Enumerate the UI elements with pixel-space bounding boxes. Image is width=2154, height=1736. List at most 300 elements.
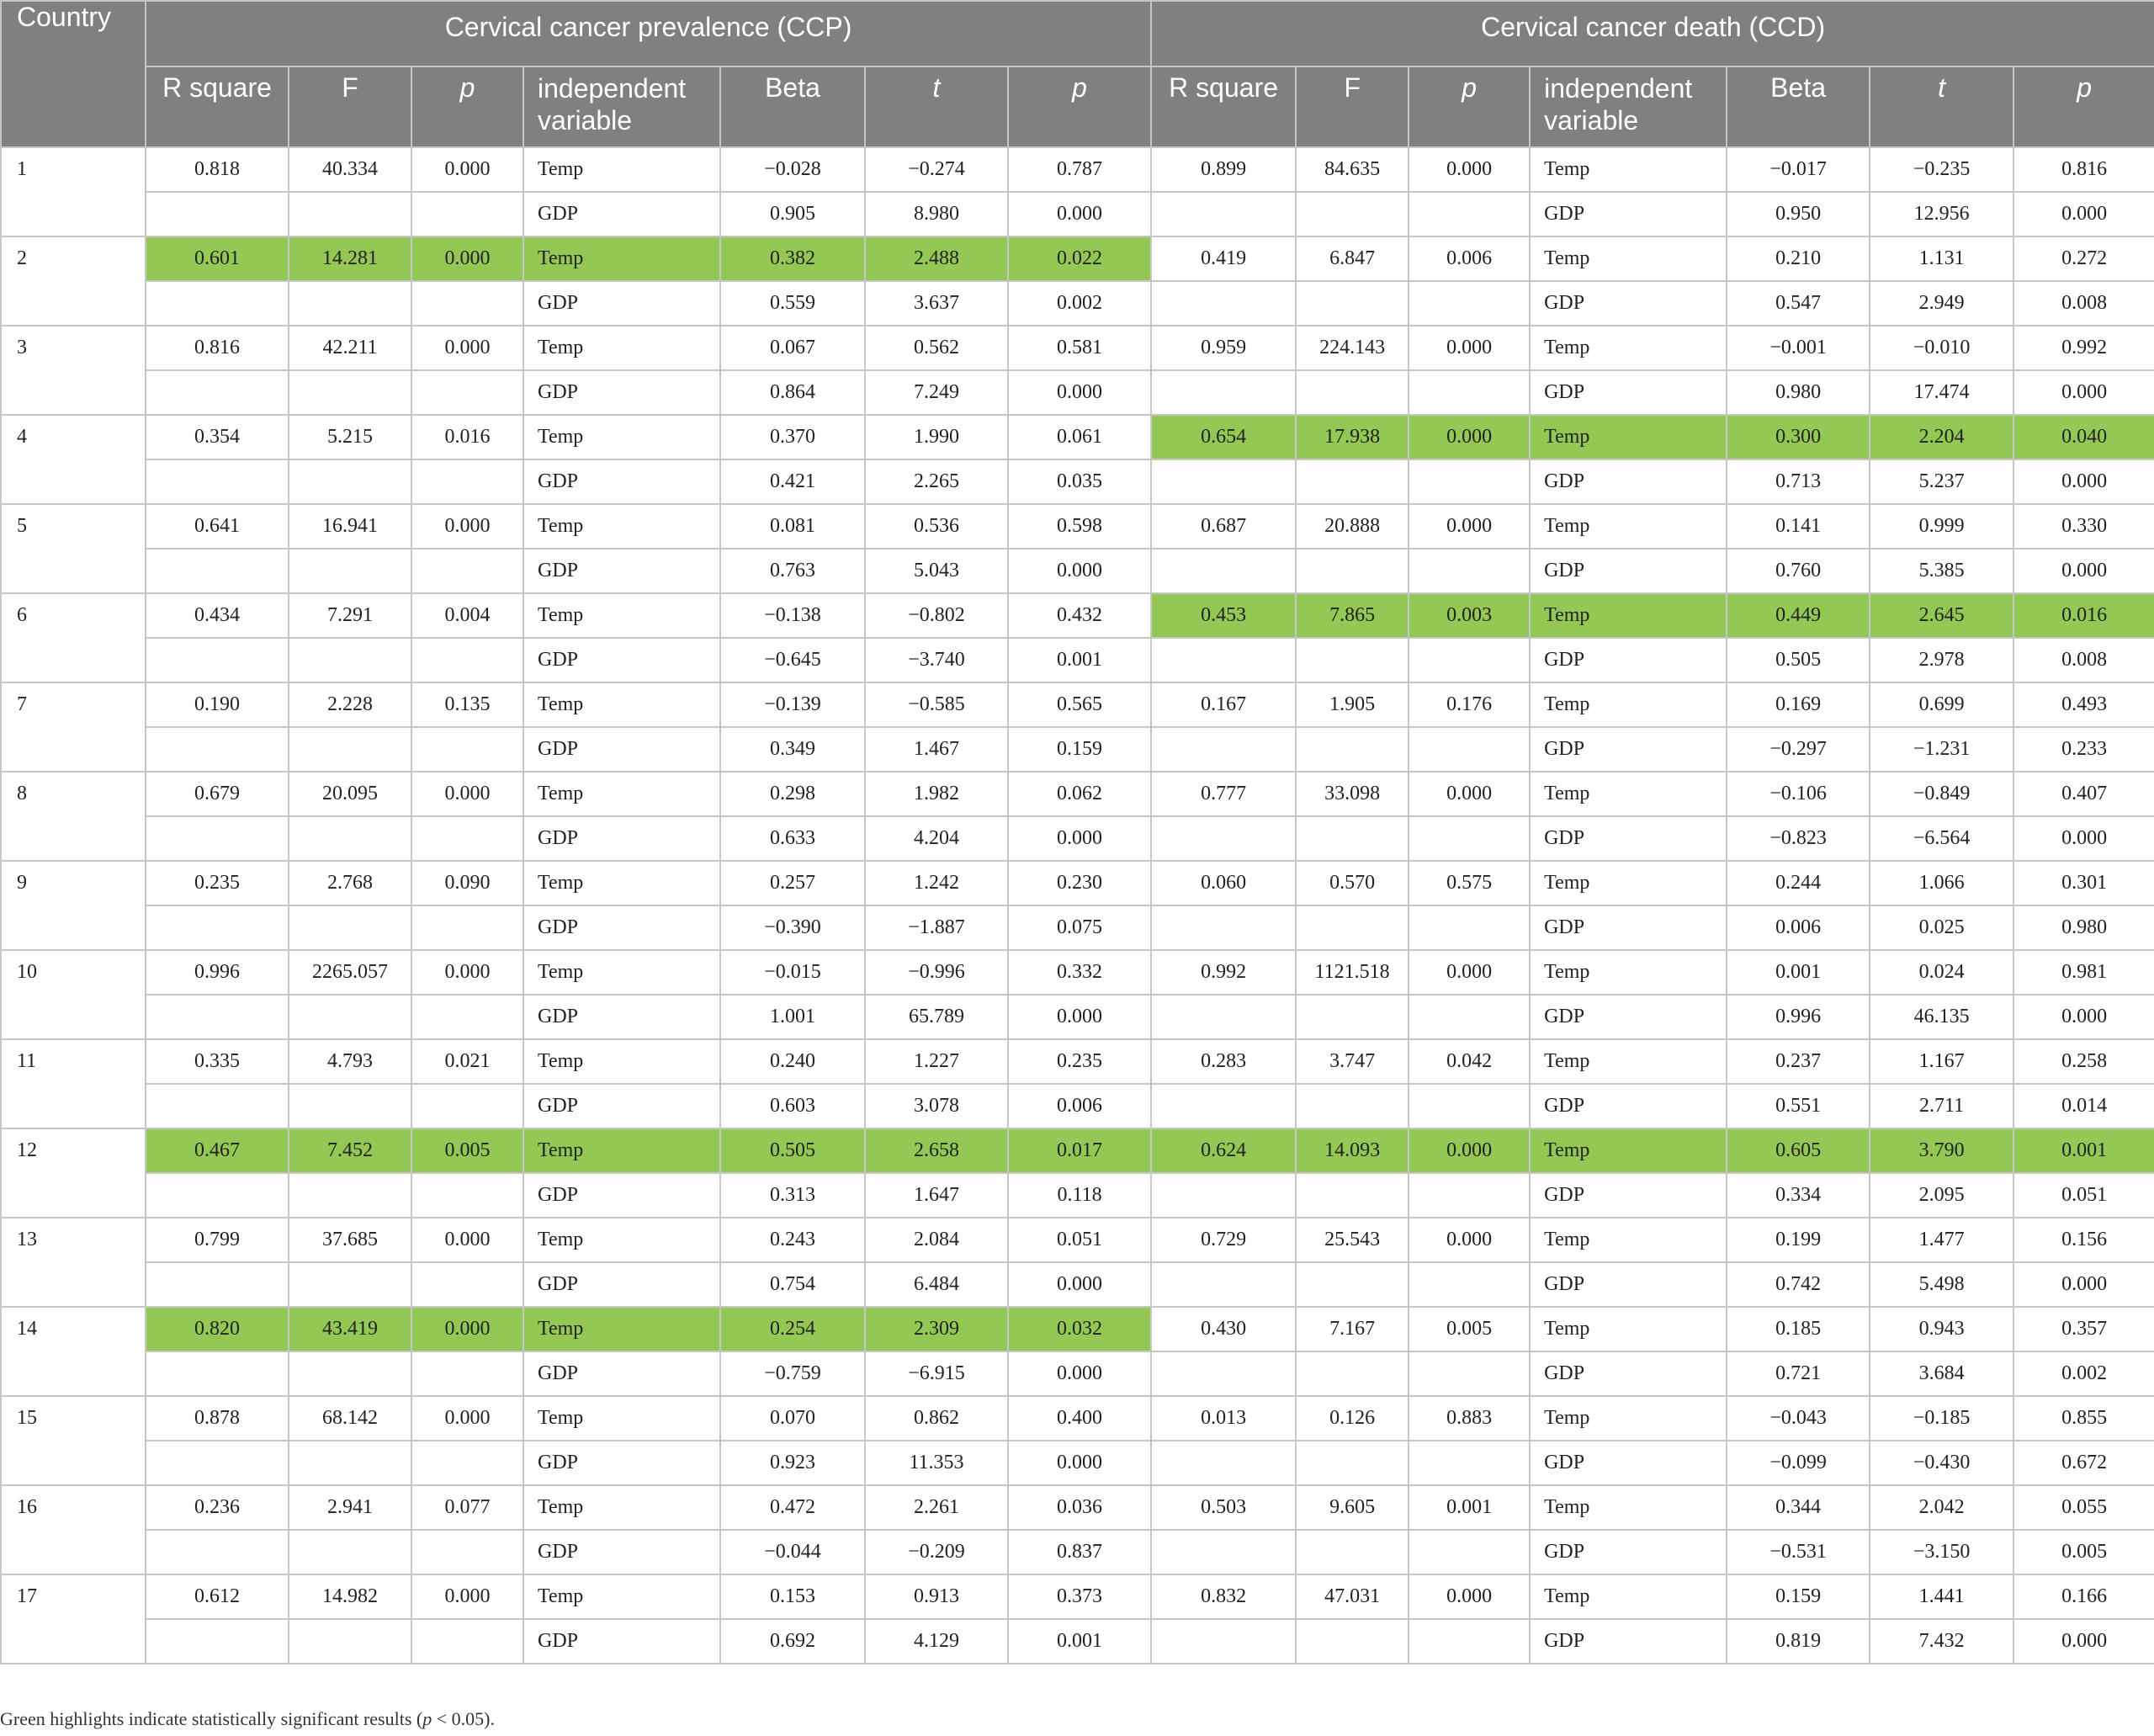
ccd-f-value-empty: [1296, 1084, 1409, 1128]
table-row-temp: [1, 504, 2154, 549]
table-body: [1, 147, 2154, 1664]
table-row-temp: [1, 1307, 2154, 1351]
ccp-p-model-empty: [411, 816, 523, 861]
country-cell: 11: [1, 1039, 146, 1128]
ccd-f-value-empty: [1296, 905, 1409, 950]
ccp-beta: 0.692: [720, 1619, 865, 1664]
ccp-p-coef: 0.002: [1008, 281, 1151, 326]
ccd-p-model: 0.000: [1409, 950, 1530, 995]
ccp-p-model: 0.000: [411, 236, 523, 281]
ccp-p-coef: 0.432: [1008, 593, 1151, 638]
ccp-t-value: −0.209: [865, 1530, 1008, 1574]
ccp-p-coef: 0.062: [1008, 772, 1151, 816]
table-row-temp: [1, 415, 2154, 459]
ccp-independent-variable: Temp: [523, 772, 720, 816]
ccd-f-value-empty: [1296, 1262, 1409, 1307]
ccd-independent-variable: Temp: [1530, 1218, 1727, 1262]
ccp-f-value: 37.685: [289, 1218, 411, 1262]
ccp-p-model: 0.077: [411, 1485, 523, 1530]
ccd-r-square-empty: [1151, 1351, 1296, 1396]
ccd-r-square-empty: [1151, 281, 1296, 326]
ccd-t-value: 1.167: [1870, 1039, 2013, 1084]
ccp-f-value: 2.228: [289, 682, 411, 727]
ccd-t-value: 2.949: [1870, 281, 2013, 326]
ccp-f-value-empty: [289, 816, 411, 861]
ccd-f-value-empty: [1296, 995, 1409, 1039]
ccp-r-square: 0.820: [146, 1307, 289, 1351]
ccd-p-model-empty: [1409, 727, 1530, 772]
ccd-f-value-empty: [1296, 459, 1409, 504]
ccp-r-square-empty: [146, 816, 289, 861]
ccp-t-value: 11.353: [865, 1441, 1008, 1485]
ccd-p-coef: 0.357: [2013, 1307, 2154, 1351]
ccd-t-value: 0.025: [1870, 905, 2013, 950]
ccd-r-square-empty: [1151, 1619, 1296, 1664]
ccd-f-value-empty: [1296, 727, 1409, 772]
ccp-r-square-empty: [146, 995, 289, 1039]
ccd-beta: 0.300: [1727, 415, 1870, 459]
table-row-temp: [1, 1396, 2154, 1441]
ccd-t-value: 1.441: [1870, 1574, 2013, 1619]
ccp-t-value: −1.887: [865, 905, 1008, 950]
ccd-p-coef: 0.816: [2013, 147, 2154, 192]
ccp-f-value: 7.291: [289, 593, 411, 638]
ccd-beta: 0.199: [1727, 1218, 1870, 1262]
ccp-r-square-empty: [146, 905, 289, 950]
ccp-p-coef: 0.400: [1008, 1396, 1151, 1441]
ccp-r-square-empty: [146, 281, 289, 326]
ccd-beta: 0.006: [1727, 905, 1870, 950]
ccd-r-square: 0.992: [1151, 950, 1296, 995]
country-cell: 5: [1, 504, 146, 593]
ccp-f-value-empty: [289, 192, 411, 236]
ccd-beta: −0.106: [1727, 772, 1870, 816]
ccd-r-square-empty: [1151, 995, 1296, 1039]
ccd-p-model-empty: [1409, 1619, 1530, 1664]
ccd-beta: −0.043: [1727, 1396, 1870, 1441]
ccp-p-model-empty: [411, 905, 523, 950]
footnote-p: p: [422, 1708, 432, 1729]
ccd-f-value: 14.093: [1296, 1128, 1409, 1173]
ccp-independent-variable: GDP: [523, 1262, 720, 1307]
ccp-r-square-empty: [146, 192, 289, 236]
ccd-p-coef: 0.980: [2013, 905, 2154, 950]
ccp-independent-variable: GDP: [523, 905, 720, 950]
ccp-p-model-empty: [411, 1351, 523, 1396]
ccd-independent-variable: GDP: [1530, 1262, 1727, 1307]
table-row-gdp: [1, 1262, 2154, 1307]
ccd-beta: 0.334: [1727, 1173, 1870, 1218]
ccp-beta: 0.421: [720, 459, 865, 504]
ccd-f-value-empty: [1296, 816, 1409, 861]
ccp-beta: 0.070: [720, 1396, 865, 1441]
ccd-independent-variable: Temp: [1530, 504, 1727, 549]
ccp-p-model-empty: [411, 192, 523, 236]
col-independent-variable: independent variable: [523, 66, 720, 147]
ccd-f-value-empty: [1296, 1530, 1409, 1574]
ccp-independent-variable: Temp: [523, 1574, 720, 1619]
ccd-t-value: 1.066: [1870, 861, 2013, 905]
ccd-p-model: 0.000: [1409, 1574, 1530, 1619]
ccp-t-value: −0.274: [865, 147, 1008, 192]
ccp-p-coef: 0.000: [1008, 192, 1151, 236]
ccp-p-coef: 0.000: [1008, 1441, 1151, 1485]
country-cell: 10: [1, 950, 146, 1039]
ccd-p-coef: 0.055: [2013, 1485, 2154, 1530]
table-row-temp: [1, 861, 2154, 905]
ccd-p-coef: 0.000: [2013, 816, 2154, 861]
ccd-independent-variable: GDP: [1530, 1084, 1727, 1128]
ccd-f-value: 17.938: [1296, 415, 1409, 459]
ccd-f-value: 7.167: [1296, 1307, 1409, 1351]
ccp-independent-variable: GDP: [523, 816, 720, 861]
ccd-f-value: 3.747: [1296, 1039, 1409, 1084]
table-row-gdp: [1, 549, 2154, 593]
ccd-t-value: 17.474: [1870, 370, 2013, 415]
ccd-p-coef: 0.855: [2013, 1396, 2154, 1441]
ccp-beta: 0.153: [720, 1574, 865, 1619]
ccp-r-square-empty: [146, 638, 289, 682]
ccp-r-square-empty: [146, 1530, 289, 1574]
table-row-temp: [1, 326, 2154, 370]
ccp-t-value: 0.913: [865, 1574, 1008, 1619]
ccd-t-value: 3.790: [1870, 1128, 2013, 1173]
ccp-p-coef: 0.001: [1008, 638, 1151, 682]
ccp-p-model: 0.005: [411, 1128, 523, 1173]
ccp-t-value: 0.862: [865, 1396, 1008, 1441]
ccd-p-coef: 0.493: [2013, 682, 2154, 727]
ccd-p-model-empty: [1409, 905, 1530, 950]
ccd-r-square: 0.654: [1151, 415, 1296, 459]
ccd-beta: 0.344: [1727, 1485, 1870, 1530]
table-row-temp: [1, 236, 2154, 281]
ccd-independent-variable: GDP: [1530, 1530, 1727, 1574]
ccp-beta: 0.763: [720, 549, 865, 593]
ccp-r-square: 0.467: [146, 1128, 289, 1173]
ccd-t-value: 2.042: [1870, 1485, 2013, 1530]
ccp-r-square: 0.601: [146, 236, 289, 281]
ccd-p-coef: 0.407: [2013, 772, 2154, 816]
ccd-f-value-empty: [1296, 370, 1409, 415]
ccp-f-value-empty: [289, 1084, 411, 1128]
ccp-p-model: 0.000: [411, 772, 523, 816]
ccp-independent-variable: Temp: [523, 147, 720, 192]
ccp-p-model-empty: [411, 281, 523, 326]
ccd-t-value: 12.956: [1870, 192, 2013, 236]
ccd-p-coef: 0.000: [2013, 459, 2154, 504]
ccp-r-square: 0.679: [146, 772, 289, 816]
table-row-temp: [1, 147, 2154, 192]
ccp-p-model-empty: [411, 1084, 523, 1128]
ccd-independent-variable: GDP: [1530, 1619, 1727, 1664]
ccp-p-coef: 0.075: [1008, 905, 1151, 950]
ccd-r-square: 0.283: [1151, 1039, 1296, 1084]
table-row-gdp: [1, 638, 2154, 682]
ccd-r-square: 0.013: [1151, 1396, 1296, 1441]
ccd-beta: 0.551: [1727, 1084, 1870, 1128]
table-row-temp: [1, 950, 2154, 995]
ccp-p-coef: 0.022: [1008, 236, 1151, 281]
table-row-gdp: [1, 1084, 2154, 1128]
col-p-model: p: [411, 66, 523, 147]
ccd-p-coef: 0.981: [2013, 950, 2154, 995]
col-f: F: [289, 66, 411, 147]
ccd-f-value-empty: [1296, 1619, 1409, 1664]
ccd-p-coef: 0.002: [2013, 1351, 2154, 1396]
col-f: F: [1296, 66, 1409, 147]
ccd-f-value: 33.098: [1296, 772, 1409, 816]
ccp-p-model: 0.000: [411, 1307, 523, 1351]
ccd-p-model: 0.000: [1409, 1218, 1530, 1262]
ccp-p-coef: 0.032: [1008, 1307, 1151, 1351]
ccd-p-coef: 0.672: [2013, 1441, 2154, 1485]
ccd-p-coef: 0.166: [2013, 1574, 2154, 1619]
ccd-f-value: 6.847: [1296, 236, 1409, 281]
ccp-p-coef: 0.565: [1008, 682, 1151, 727]
ccd-independent-variable: GDP: [1530, 816, 1727, 861]
col-independent-variable: independent variable: [1530, 66, 1727, 147]
ccp-p-coef: 0.035: [1008, 459, 1151, 504]
ccp-t-value: 4.129: [865, 1619, 1008, 1664]
ccd-independent-variable: Temp: [1530, 861, 1727, 905]
ccp-t-value: 6.484: [865, 1262, 1008, 1307]
ccp-independent-variable: Temp: [523, 593, 720, 638]
ccp-beta: 1.001: [720, 995, 865, 1039]
ccp-p-coef: 0.598: [1008, 504, 1151, 549]
ccd-p-model-empty: [1409, 1262, 1530, 1307]
table-row-gdp: [1, 459, 2154, 504]
table-row-gdp: [1, 1619, 2154, 1664]
ccp-p-coef: 0.000: [1008, 1351, 1151, 1396]
ccd-independent-variable: Temp: [1530, 1307, 1727, 1351]
ccd-independent-variable: Temp: [1530, 147, 1727, 192]
ccd-t-value: 2.095: [1870, 1173, 2013, 1218]
ccd-beta: −0.531: [1727, 1530, 1870, 1574]
ccd-beta: 0.547: [1727, 281, 1870, 326]
ccp-t-value: −0.585: [865, 682, 1008, 727]
ccd-p-coef: 0.000: [2013, 192, 2154, 236]
ccd-p-coef: 0.040: [2013, 415, 2154, 459]
ccp-p-model: 0.000: [411, 1396, 523, 1441]
ccd-f-value: 0.570: [1296, 861, 1409, 905]
ccp-f-value-empty: [289, 1619, 411, 1664]
ccd-beta: 0.159: [1727, 1574, 1870, 1619]
ccd-t-value: 5.237: [1870, 459, 2013, 504]
ccd-r-square-empty: [1151, 459, 1296, 504]
ccd-f-value: 25.543: [1296, 1218, 1409, 1262]
ccd-beta: −0.001: [1727, 326, 1870, 370]
ccp-independent-variable: GDP: [523, 281, 720, 326]
ccp-p-coef: 0.000: [1008, 370, 1151, 415]
ccd-p-model: 0.006: [1409, 236, 1530, 281]
ccd-independent-variable: GDP: [1530, 1441, 1727, 1485]
ccp-p-model: 0.000: [411, 950, 523, 995]
ccp-independent-variable: Temp: [523, 861, 720, 905]
ccd-independent-variable: GDP: [1530, 192, 1727, 236]
ccd-t-value: 1.477: [1870, 1218, 2013, 1262]
ccd-independent-variable: Temp: [1530, 415, 1727, 459]
ccd-beta: 0.237: [1727, 1039, 1870, 1084]
ccd-p-model-empty: [1409, 370, 1530, 415]
ccd-t-value: 0.699: [1870, 682, 2013, 727]
ccp-f-value: 68.142: [289, 1396, 411, 1441]
ccp-t-value: 7.249: [865, 370, 1008, 415]
ccd-r-square: 0.167: [1151, 682, 1296, 727]
ccp-p-model-empty: [411, 549, 523, 593]
country-cell: 7: [1, 682, 146, 772]
ccp-independent-variable: GDP: [523, 1084, 720, 1128]
ccp-f-value-empty: [289, 638, 411, 682]
ccd-r-square: 0.899: [1151, 147, 1296, 192]
ccd-independent-variable: GDP: [1530, 727, 1727, 772]
ccd-p-model-empty: [1409, 281, 1530, 326]
ccd-f-value: 9.605: [1296, 1485, 1409, 1530]
ccd-f-value: 1121.518: [1296, 950, 1409, 995]
ccp-f-value-empty: [289, 459, 411, 504]
ccp-p-coef: 0.061: [1008, 415, 1151, 459]
ccd-p-model: 0.176: [1409, 682, 1530, 727]
ccp-f-value: 20.095: [289, 772, 411, 816]
ccd-r-square: 0.832: [1151, 1574, 1296, 1619]
ccd-t-value: −0.185: [1870, 1396, 2013, 1441]
footnote: [0, 1708, 495, 1730]
ccp-beta: −0.139: [720, 682, 865, 727]
ccd-r-square-empty: [1151, 192, 1296, 236]
ccd-r-square: 0.430: [1151, 1307, 1296, 1351]
table-row-gdp: [1, 370, 2154, 415]
col-beta: Beta: [720, 66, 865, 147]
ccd-r-square: 0.959: [1151, 326, 1296, 370]
ccp-t-value: 1.227: [865, 1039, 1008, 1084]
col-r-square: R square: [1151, 66, 1296, 147]
ccp-independent-variable: Temp: [523, 415, 720, 459]
ccp-beta: 0.559: [720, 281, 865, 326]
ccd-independent-variable: GDP: [1530, 1351, 1727, 1396]
table-header: [1, 1, 2154, 147]
ccp-t-value: 8.980: [865, 192, 1008, 236]
country-cell: 9: [1, 861, 146, 950]
ccp-independent-variable: GDP: [523, 1619, 720, 1664]
ccp-independent-variable: GDP: [523, 549, 720, 593]
ccp-f-value: 14.982: [289, 1574, 411, 1619]
ccp-t-value: 2.084: [865, 1218, 1008, 1262]
ccp-p-model-empty: [411, 995, 523, 1039]
ccd-independent-variable: GDP: [1530, 281, 1727, 326]
ccp-t-value: 1.647: [865, 1173, 1008, 1218]
ccp-beta: 0.633: [720, 816, 865, 861]
ccd-p-model: 0.000: [1409, 772, 1530, 816]
ccp-t-value: 0.536: [865, 504, 1008, 549]
ccp-f-value: 16.941: [289, 504, 411, 549]
ccd-beta: 0.141: [1727, 504, 1870, 549]
ccp-p-model: 0.016: [411, 415, 523, 459]
ccp-t-value: 2.261: [865, 1485, 1008, 1530]
ccd-beta: 0.605: [1727, 1128, 1870, 1173]
ccd-independent-variable: Temp: [1530, 1039, 1727, 1084]
country-cell: 17: [1, 1574, 146, 1664]
ccp-r-square: 0.816: [146, 326, 289, 370]
ccd-f-value: 84.635: [1296, 147, 1409, 192]
ccd-t-value: 3.684: [1870, 1351, 2013, 1396]
ccp-p-model-empty: [411, 1530, 523, 1574]
ccp-t-value: 3.637: [865, 281, 1008, 326]
ccd-r-square-empty: [1151, 1262, 1296, 1307]
ccd-t-value: 0.024: [1870, 950, 2013, 995]
ccd-p-model-empty: [1409, 995, 1530, 1039]
ccp-f-value: 2.941: [289, 1485, 411, 1530]
ccp-independent-variable: Temp: [523, 682, 720, 727]
ccp-f-value-empty: [289, 1530, 411, 1574]
ccp-r-square-empty: [146, 1173, 289, 1218]
ccp-f-value: 40.334: [289, 147, 411, 192]
ccp-f-value-empty: [289, 995, 411, 1039]
ccd-f-value-empty: [1296, 1351, 1409, 1396]
ccd-f-value: 47.031: [1296, 1574, 1409, 1619]
col-p-coef: p: [1008, 66, 1151, 147]
ccp-t-value: −6.915: [865, 1351, 1008, 1396]
ccd-beta: 0.980: [1727, 370, 1870, 415]
ccd-t-value: 0.999: [1870, 504, 2013, 549]
ccp-beta: 0.472: [720, 1485, 865, 1530]
table-row-gdp: [1, 995, 2154, 1039]
ccp-t-value: 3.078: [865, 1084, 1008, 1128]
ccp-r-square-empty: [146, 727, 289, 772]
ccd-p-model-empty: [1409, 1084, 1530, 1128]
ccd-independent-variable: Temp: [1530, 593, 1727, 638]
ccp-r-square: 0.190: [146, 682, 289, 727]
ccd-p-coef: 0.001: [2013, 1128, 2154, 1173]
ccd-p-coef: 0.301: [2013, 861, 2154, 905]
ccd-p-model-empty: [1409, 549, 1530, 593]
ccp-r-square: 0.354: [146, 415, 289, 459]
ccp-independent-variable: Temp: [523, 236, 720, 281]
ccp-f-value-empty: [289, 549, 411, 593]
ccd-f-value-empty: [1296, 638, 1409, 682]
ccd-f-value-empty: [1296, 1173, 1409, 1218]
ccd-t-value: 2.711: [1870, 1084, 2013, 1128]
ccd-r-square-empty: [1151, 905, 1296, 950]
ccd-r-square: 0.687: [1151, 504, 1296, 549]
ccp-r-square: 0.799: [146, 1218, 289, 1262]
ccp-beta: 0.864: [720, 370, 865, 415]
ccp-r-square-empty: [146, 370, 289, 415]
country-cell: 1: [1, 147, 146, 236]
ccd-t-value: −0.235: [1870, 147, 2013, 192]
ccd-r-square-empty: [1151, 1084, 1296, 1128]
ccp-p-coef: 0.787: [1008, 147, 1151, 192]
ccp-t-value: 0.562: [865, 326, 1008, 370]
ccp-beta: −0.759: [720, 1351, 865, 1396]
table-row-temp: [1, 1574, 2154, 1619]
ccd-f-value: 0.126: [1296, 1396, 1409, 1441]
ccd-beta: 0.505: [1727, 638, 1870, 682]
ccd-p-model: 0.042: [1409, 1039, 1530, 1084]
ccp-beta: 0.905: [720, 192, 865, 236]
ccp-beta: −0.645: [720, 638, 865, 682]
ccd-f-value: 20.888: [1296, 504, 1409, 549]
table-row-temp: [1, 682, 2154, 727]
ccp-beta: 0.298: [720, 772, 865, 816]
ccd-f-value-empty: [1296, 1441, 1409, 1485]
ccp-header: Cervical cancer prevalence (CCP): [146, 1, 1151, 66]
ccp-p-model-empty: [411, 1262, 523, 1307]
ccd-r-square: 0.729: [1151, 1218, 1296, 1262]
ccp-p-model: 0.090: [411, 861, 523, 905]
ccd-p-model: 0.000: [1409, 147, 1530, 192]
ccp-beta: 0.081: [720, 504, 865, 549]
ccp-independent-variable: Temp: [523, 504, 720, 549]
ccd-beta: −0.017: [1727, 147, 1870, 192]
